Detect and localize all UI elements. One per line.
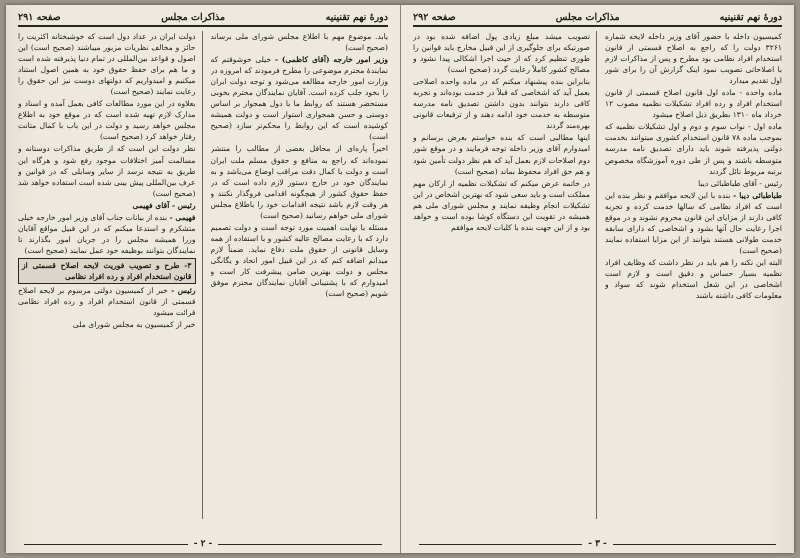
paragraph-text: در خاتمه عرض میکنم که تشکیلات نظمیه از ارکان مهم مملکت است و باید سعی شود که بهترین اشخاص در این تشکیلات انجام وظیفه نمایند و مجلس شورای ملی هم همیشه در تقویت این دستگاه کوشا بوده است و خواهد بود و از این جهت بنده با کلیات لایحه موافقم: [413, 178, 590, 232]
header-page-number: صفحه ۲۹۲: [413, 11, 456, 23]
speaker-name: رئیس - آقای فهیمی: [132, 200, 196, 210]
paragraph-text: بعلاوه در این مورد مطالعات کافی بعمل آمده و اسناد و مدارک لازم تهیه شده است که در موقع خود به اطلاع مجلس خواهد رسید و دولت در این باب با کمال متانت رفتار خواهد کرد (صحیح است): [18, 99, 196, 142]
paragraph-text: ماده واحده - ماده اول قانون اصلاح قسمتی از قانون استخدام افراد و رده افراد تشکیلات نظمیه مصوب ۱۲ خرداد ماه ۱۳۱۰ بطریق ذیل اصلاح میشود: [605, 88, 782, 120]
header-session: دورهٔ نهم تقنینیه: [719, 11, 782, 23]
page-header: [413, 11, 782, 27]
paragraph-text: دولت ایران در عداد دول است که خوشبختانه اکثریت را حائز و مخالف نظریات مزبور میباشند (صحیح است) این اصول و قواعد بین‌المللی در تمام دنیا پذیرفته شده است و ما هم برای حفظ حقوق خود به همین اصول استناد میکنیم و امیدواریم که دولتهای دوست نیز این حقوق را رعایت نمایند (صحیح است): [18, 32, 196, 97]
paragraph: [18, 31, 196, 97]
page-columns: [18, 31, 388, 519]
paragraph: [18, 200, 196, 211]
paragraph: [605, 31, 782, 86]
section-heading-box: [18, 258, 196, 284]
text-column: [605, 31, 782, 519]
book-spread: [6, 5, 794, 553]
paragraph-text: رئیس - آقای طباطبائی دیبا: [698, 178, 782, 188]
paragraph-text: یابد. موضوع مهم با اطلاع مجلس شورای ملی برساند (صحیح است): [210, 32, 388, 53]
text-column: [18, 31, 203, 519]
paragraph-text: بنابراین بنده پیشنهاد میکنم که در ماده واحده اصلاحی بعمل آید که اشخاصی که قبلاً در خدمت بوده‌اند و تجربه کافی دارند بتوانند بدون داشتن تصدیق نامه مدرسه متوسطه به خدمت خود ادامه دهند و از ترفیعات قانونی بهره‌مند گردند: [413, 77, 590, 131]
text-column: [211, 31, 389, 519]
paragraph: [605, 257, 782, 301]
footer-page-number: - ۲ -: [193, 539, 213, 549]
paragraph: [211, 222, 389, 299]
paragraph: [18, 98, 196, 142]
paragraph: [605, 190, 782, 256]
paragraph-text: مسئله با نهایت اهمیت مورد توجه است و دولت تصمیم دارد که با رعایت مصالح عالیه کشور و با استفاده از همه وسایل قانونی از حقوق ملت دفاع نماید. ضمناً لازم میدانم اضافه کنم که در این قبیل امور اتحاد و یگانگی مجلس و دولت بهترین ضامن پیشرفت کار است و امیدوارم که با پشتیبانی آقایان نمایندگان محترم موفق شویم (صحیح است): [210, 222, 388, 299]
header-session: دورهٔ نهم تقنینیه: [325, 11, 388, 23]
left-page: [400, 5, 794, 553]
paragraph: [18, 319, 196, 330]
paragraph-text: خبر از کمیسیون به مجلس شورای ملی: [72, 320, 196, 330]
paragraph-text: بنده با این لایحه موافقم و نظر بنده این است که افراد نظامی که سالها خدمت کرده و تجربه کافی دارند از مزایای این قانون محروم نشوند و در موقع اجرا رعایت حال آنها بشود و اشخاصی که دارای سابقه خدمت طولانی هستند بتوانند از این مزایا استفاده نمایند (صحیح است): [605, 190, 782, 255]
paragraph: [211, 54, 389, 142]
header-title: مذاکرات مجلس: [161, 11, 226, 23]
speaker-name: طباطبائی دیبا -: [733, 190, 782, 200]
paragraph: [605, 178, 782, 189]
paragraph: [413, 178, 590, 233]
footer-page-number: - ۳ -: [588, 539, 607, 549]
paragraph-text: تصویب میشد مبلغ زیادی پول اضافه شده بود در صورتیکه برای جلوگیری از این قبیل مخارج باید قوانین را طوری تنظیم کرد که از حیث اجرا اشکالی پیدا نشود و مصالح کشور کاملاً رعایت گردد (صحیح است): [413, 32, 590, 75]
paragraph-text: نظر دولت این است که از طریق مذاکرات دوستانه و مسالمت آمیز اختلافات موجود رفع شود و هرگاه این طریق به نتیجه نرسد از سایر وسایلی که در قوانین و عرف بین‌المللی پیش بینی شده است استفاده خواهد شد (صحیح است): [18, 144, 196, 198]
paragraph-text: اینها مطالبی است که بنده خواستم بعرض برسانم و امیدوارم آقای وزیر داخله توجه فرمایند و در موقع شور دوم اصلاحات لازم بعمل آید که هم نظر دولت تأمین شود و هم حق افراد محفوظ بماند (صحیح است): [413, 133, 590, 176]
right-page: [6, 5, 400, 553]
header-page-number: صفحه ۲۹۱: [18, 11, 61, 23]
paragraph: [413, 31, 590, 75]
paragraph: [605, 87, 782, 120]
speaker-name: وزیر امور خارجه (آقای کاظمی) -: [274, 55, 388, 65]
speaker-name: فهیمی -: [169, 212, 196, 222]
header-title: مذاکرات مجلس: [555, 11, 620, 23]
speaker-name: رئیس -: [171, 286, 196, 296]
paragraph: [211, 31, 389, 53]
paragraph-text: کمیسیون داخله با حضور آقای وزیر داخله لایحه شماره ۳۲۶۱ دولت را که راجع به اصلاح قسمتی از قانون استخدام افراد نظامی بود مطرح و پس از مذاکرات لازم با اصلاحاتی تصویب نمود اینک گزارش آن را برای شور اول تقدیم میدارد: [605, 32, 782, 86]
paragraph: [18, 212, 196, 256]
paragraph: [18, 143, 196, 198]
paragraph-text: خیلی خوشوقتم که نمایندهٔ محترم موضوعی را مطرح فرمودند که امروزه در وزارت امور خارجه مطالعه می‌شود و توجه دولت ایران را بخود جلب کرده است. آقایان نمایندگان محترم بخوبی مستحضر هستند که روابط ما با دول همجوار بر اساس دوستی و حسن همجواری استوار است و دولت همیشه کوشیده است که این روابط را محکم‌تر سازد (صحیح است): [210, 55, 388, 142]
paragraph: [18, 285, 196, 318]
paragraph: [605, 121, 782, 176]
paragraph-text: ماده اول - نواب سوم و دوم و اول تشکیلات نظمیه که بموجب ماده ۷۸ قانون استخدام کشوری میتوانند بخدمت دولتی پذیرفته شوند باید دارای تصدیق نامه مدرسه متوسطه باشند و پس از طی دوره آموزشگاه مخصوص برتبه مربوط نائل گردند: [605, 122, 782, 176]
paragraph-text: ۳- طرح و تصویب فوریت لایحه اصلاح قسمتی از قانون استخدام افراد و رده افراد نظامی: [22, 260, 192, 281]
paragraph-text: اخیراً پاره‌ای از محافل بعضی از مطالب را منتشر نموده‌اند که راجع به منافع و حقوق مسلم ملت ایران است و دولت با کمال دقت مراقب اوضاع می‌باشد و به نمایندگان خود در خارج دستور لازم داده است که در حفظ حقوق کشور از هیچگونه اقدامی فروگذار نکنند و هر وقت لازم باشد نتیجه اقدامات خود را باطلاع مجلس شورای ملی خواهم رسانید (صحیح است): [210, 144, 388, 220]
paragraph-text: بنده از بیانات جناب آقای وزیر امور خارجه خیلی متشکرم و استدعا میکنم که در این قبیل مواقع آقایان وزرا همیشه مجلس را در جریان امور بگذارند تا نمایندگان بتوانند بوظیفه خود عمل نمایند (صحیح است): [18, 212, 196, 255]
page-footer: [413, 539, 782, 549]
page-header: [18, 11, 388, 27]
page-footer: [18, 539, 388, 549]
paragraph-text: خبر از کمیسیون دولتی مرسوم بر لایحه اصلاح قسمتی از قانون استخدام افراد و رده افراد نظامی قرائت میشود: [18, 286, 196, 318]
paragraph: [413, 132, 590, 176]
paragraph: [211, 143, 389, 220]
page-columns: [413, 31, 782, 519]
paragraph: [413, 76, 590, 131]
text-column: [413, 31, 597, 519]
paragraph-text: البته این نکته را هم باید در نظر داشت که وظایف افراد نظمیه بسیار حساس و دقیق است و لازم است اشخاصی در این شغل استخدام شوند که سواد و معلومات کافی داشته باشند: [605, 257, 782, 301]
